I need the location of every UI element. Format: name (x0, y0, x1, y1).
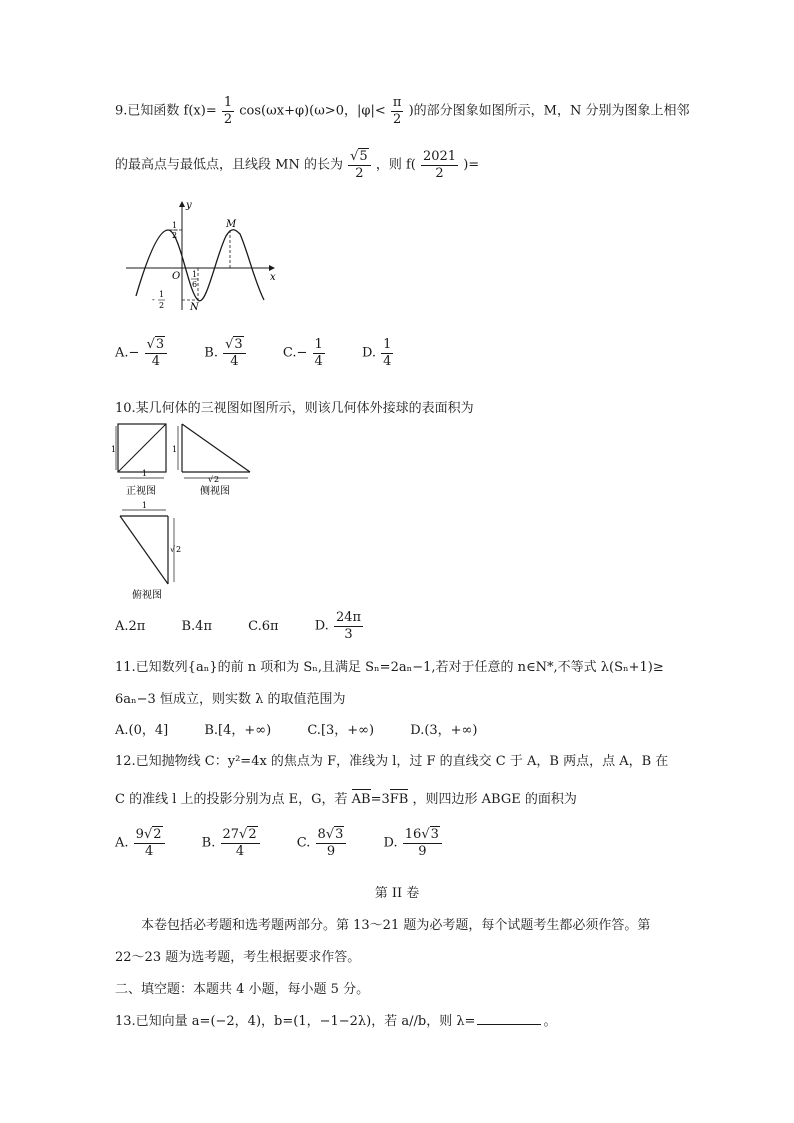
q9-option-b[interactable]: B. $\frac{√3}{4}$ (204, 338, 246, 368)
q9-line2-pre: 的最高点与最低点，且线段 MN 的长为 (115, 157, 343, 173)
x-axis-label: x (270, 272, 276, 283)
q12-option-a[interactable]: A. $\frac{9√2}{4}$ (115, 828, 166, 858)
front-view (111, 424, 166, 497)
q11-line1: 11.已知数列{aₙ}的前 n 项和为 Sₙ,且满足 Sₙ=2aₙ−1,若对于任意的 n∈N*,不等式 λ(Sₙ+1)≥ (115, 660, 664, 675)
y-axis-label: y (186, 200, 192, 211)
q9-text-mid: cos(ωx+φ)(ω>0，|φ|< (239, 103, 386, 119)
q13-answer-blank[interactable] (477, 1012, 541, 1025)
q9-line1 (115, 96, 689, 126)
front-left-dim: 1 (111, 445, 117, 454)
option-c-num: 1 (314, 337, 323, 352)
x-tick-den: 6 (192, 280, 198, 289)
q12-a-den: 4 (144, 843, 154, 859)
side-view (172, 424, 250, 497)
option-c-sign: − (296, 345, 308, 361)
q12-option-c[interactable]: C. $\frac{8√3}{9}$ (297, 828, 348, 858)
option-a-sign: − (128, 345, 140, 361)
section-intro-line2: 22～23 题为选考题，考生根据要求作答。 (115, 950, 361, 965)
q9-phi-den: 2 (393, 111, 402, 127)
option-d-den: 4 (383, 353, 392, 369)
q9-text-post: )的部分图象如图所示，M，N 分别为图象上相邻 (408, 103, 690, 119)
q10-option-c[interactable]: C.6π (248, 618, 279, 634)
q12-c-coef: 8 (317, 827, 326, 842)
q9-frac-num: 1 (223, 95, 233, 110)
top-view (120, 501, 181, 601)
option-c-label: C. (282, 345, 297, 361)
bottom-tick-sign: - (152, 295, 155, 304)
option-b-label: B. (204, 345, 218, 361)
q12-line2-post: ，则四边形 ABGE 的面积为 (412, 792, 577, 807)
q12-d-coef: 16 (404, 827, 422, 842)
q9-options (115, 338, 426, 368)
q12-b-rad: 2 (248, 827, 257, 842)
q9-option-d[interactable] (362, 338, 395, 368)
section-title: 第 II 卷 (374, 886, 420, 901)
q12-vector-fb: FB (389, 792, 409, 807)
q12-d-den: 9 (418, 843, 427, 859)
q10-option-d-num: 24π (335, 610, 362, 625)
q9-arg-num: 2021 (422, 149, 457, 164)
q10-option-d[interactable] (315, 611, 364, 641)
q9-arg-fraction (421, 150, 458, 180)
fill-in-heading: 二、填空题：本题共 4 小题，每小题 5 分。 (115, 982, 370, 997)
option-b-rad: 3 (234, 337, 243, 352)
q11-option-c[interactable]: C.[3，+∞) (307, 723, 375, 738)
q12-b-den: 4 (235, 843, 245, 859)
point-n-label: N (190, 302, 199, 313)
q9-text-pre: 9.已知函数 f(x)= (115, 103, 217, 119)
q9-len-den: 2 (355, 165, 364, 181)
side-bottom-dim: 2 (214, 475, 220, 484)
q10-option-b[interactable]: B.4π (181, 618, 212, 634)
q9-cosine-graph (122, 196, 282, 316)
q9-len-rad: 5 (359, 149, 368, 164)
top-side-dim: 2 (176, 545, 182, 554)
q9-option-c[interactable] (283, 338, 326, 368)
sqrt-sign: √5 (350, 149, 368, 164)
q9-line2-post: )= (463, 157, 480, 173)
svg-text:√: √ (208, 475, 214, 484)
q9-phi-num: π (392, 95, 402, 110)
q12-vector-ab: AB (351, 792, 371, 807)
q12-eq: =3 (370, 792, 390, 807)
option-c-den: 4 (314, 353, 323, 369)
cosine-curve (136, 230, 264, 301)
side-left-dim: 1 (172, 445, 178, 454)
q11-option-b[interactable]: B.[4，+∞) (204, 723, 272, 738)
q11-option-d[interactable]: D.(3，+∞) (410, 723, 478, 738)
svg-text:√: √ (170, 545, 176, 554)
q11-option-a[interactable]: A.(0，4] (115, 723, 169, 738)
point-m-label: M (226, 219, 237, 230)
q10-three-views (112, 420, 262, 605)
option-a-rad: 3 (155, 337, 165, 352)
x-tick-num: 1 (192, 270, 198, 279)
option-d-num: 1 (383, 337, 392, 352)
q9-fraction-pi (391, 96, 404, 126)
q12-line2-pre: C 的准线 l 上的投影分别为点 E，G，若 (115, 792, 348, 807)
q12-c-label: C. (296, 835, 311, 851)
q11-line2: 6aₙ−3 恒成立，则实数 λ 的取值范围为 (115, 692, 346, 707)
q12-c-rad: 3 (335, 827, 344, 842)
q12-line2 (115, 788, 577, 807)
q10-text: 10.某几何体的三视图如图所示，则该几何体外接球的表面积为 (115, 401, 474, 416)
section-intro-line1: 本卷包括必考题和选考题两部分。第 13～21 题为必考题，每个试题考生都必须作答。第 (141, 918, 651, 933)
option-a-label: A. (115, 345, 129, 361)
q12-c-den: 9 (326, 843, 336, 859)
q12-option-d[interactable]: D. $\frac{16√3}{9}$ (384, 828, 443, 858)
option-b-den: 4 (230, 353, 239, 369)
option-d-label: D. (361, 345, 377, 361)
q12-d-rad: 3 (430, 827, 439, 842)
bottom-tick-den: 2 (159, 301, 165, 310)
q12-option-b[interactable]: B. $\frac{27√2}{4}$ (202, 828, 261, 858)
top-tick-den: 2 (172, 231, 178, 240)
q12-b-label: B. (201, 835, 216, 851)
q13-line (115, 1010, 556, 1029)
top-caption: 俯视图 (132, 590, 162, 601)
origin-label: O (172, 271, 181, 282)
q10-option-d-den: 3 (344, 626, 353, 642)
q9-line2 (115, 150, 479, 180)
side-caption: 侧视图 (200, 486, 230, 497)
q9-fraction-half (222, 96, 234, 126)
q9-arg-den: 2 (435, 165, 444, 181)
q13-text: 13.已知向量 a=(−2，4)，b=(1，−1−2λ)，若 a//b，则 λ= (115, 1014, 476, 1029)
q12-d-label: D. (383, 835, 398, 851)
q9-line2-mid: ，则 f( (375, 157, 416, 173)
q11-options (115, 719, 509, 738)
q10-option-d-label: D. (314, 618, 329, 634)
q10-option-a[interactable]: A.2π (115, 618, 146, 634)
front-bottom-dim: 1 (142, 469, 148, 478)
q13-end: 。 (543, 1014, 557, 1029)
option-a-den: 4 (151, 353, 160, 369)
q12-a-label: A. (115, 835, 129, 851)
front-caption: 正视图 (126, 486, 156, 497)
q12-line1: 12.已知抛物线 C：y²=4x 的焦点为 F，准线为 l，过 F 的直线交 C 于 A，B 两点，点 A，B 在 (115, 754, 669, 769)
q12-b-coef: 27 (222, 827, 240, 842)
bottom-tick-num: 1 (159, 290, 165, 299)
top-tick-num: 1 (172, 221, 178, 230)
q9-frac-den: 2 (223, 111, 233, 127)
q9-length-fraction (348, 150, 371, 180)
q12-options (115, 828, 475, 858)
q10-options (115, 611, 396, 641)
q12-a-rad: 2 (153, 827, 162, 842)
top-top-dim: 1 (142, 501, 148, 510)
q9-option-a[interactable]: A.− $\frac{√3}{4}$ (115, 338, 168, 368)
q12-a-coef: 9 (135, 827, 144, 842)
